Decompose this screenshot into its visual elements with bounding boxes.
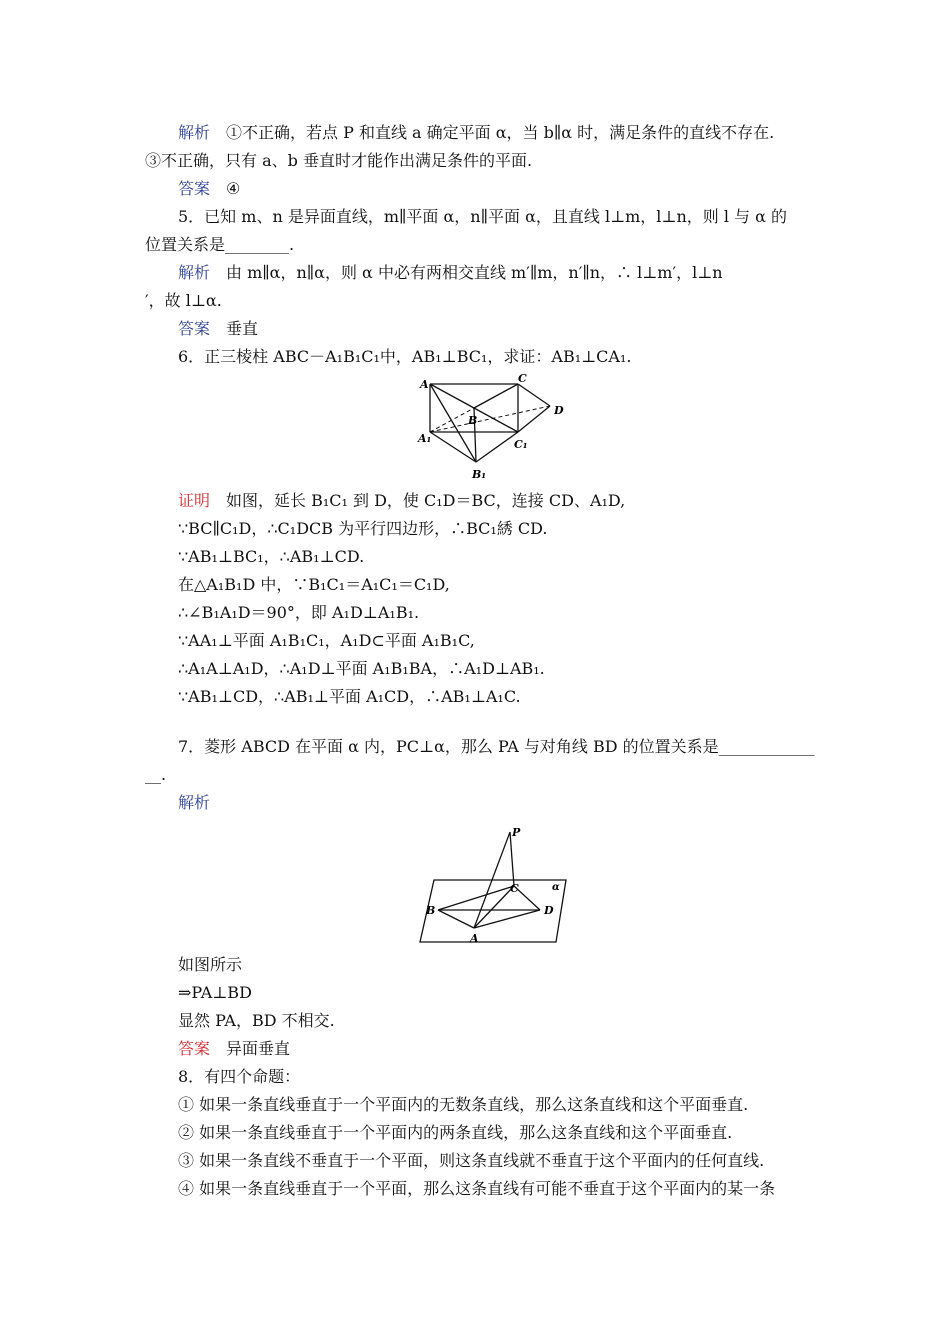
answer-tag: 答案 — [178, 319, 211, 338]
label-B: B — [468, 414, 478, 427]
analysis-text: 由 m∥α，n∥α，则 α 中必有两相交直线 m′∥m，n′∥n，∴ l⊥m′，l⊥n — [226, 263, 723, 282]
answer-text: 垂直 — [226, 319, 259, 338]
q7-analysis-tag: 解析 — [178, 793, 211, 812]
label-P: P — [512, 826, 521, 839]
proof-text: 如图，延长 B₁C₁ 到 D，使 C₁D＝BC，连接 CD、A₁D, — [226, 491, 626, 510]
label-D: D — [554, 404, 564, 417]
q6-proof-line6: ∵AA₁⊥平面 A₁B₁C₁，A₁D⊂平面 A₁B₁C, — [178, 631, 475, 650]
answer-text: 异面垂直 — [226, 1039, 291, 1058]
label-C: C — [518, 372, 527, 385]
q8-item-2: ② 如果一条直线垂直于一个平面内的两条直线，那么这条直线和这个平面垂直. — [178, 1123, 733, 1142]
label-D: D — [544, 904, 554, 917]
rhombus-figure — [416, 824, 576, 948]
q6-proof-line8: ∵AB₁⊥CD，∴AB₁⊥平面 A₁CD，∴AB₁⊥A₁C. — [178, 687, 521, 706]
q4-analysis-line1 — [178, 122, 774, 144]
q7-analysis-line1: 如图所示 — [178, 955, 243, 974]
answer-text: ④ — [226, 179, 241, 198]
label-A1: A₁ — [418, 432, 432, 445]
q8-item-4: ④ 如果一条直线垂直于一个平面，那么这条直线有可能不垂直于这个平面内的某一条 — [178, 1179, 776, 1198]
q6-proof-line7: ∴A₁A⊥A₁D，∴A₁D⊥平面 A₁B₁BA，∴A₁D⊥AB₁. — [178, 659, 545, 678]
proof-tag: 证明 — [178, 491, 211, 510]
q6-proof-line5: ∴∠B₁A₁D＝90°，即 A₁D⊥A₁B₁. — [178, 603, 420, 622]
q7-question-line2: __. — [145, 765, 167, 784]
label-A: A — [420, 378, 429, 391]
label-alpha: α — [552, 882, 560, 893]
q7-answer — [178, 1038, 290, 1060]
q6-question: 6．正三棱柱 ABC－A₁B₁C₁中，AB₁⊥BC₁，求证：AB₁⊥CA₁. — [178, 347, 632, 366]
q5-answer — [178, 318, 258, 340]
q5-analysis-line2: ′，故 l⊥α. — [145, 291, 222, 310]
analysis-text: ①不正确，若点 P 和直线 a 确定平面 α，当 b∥α 时，满足条件的直线不存在. — [226, 123, 775, 142]
prism-figure — [410, 370, 570, 486]
q8-item-3: ③ 如果一条直线不垂直于一个平面，则这条直线就不垂直于这个平面内的任何直线. — [178, 1151, 765, 1170]
q7-analysis-line3: 显然 PA，BD 不相交. — [178, 1011, 335, 1030]
label-B1: B₁ — [472, 468, 487, 481]
label-A: A — [470, 932, 479, 945]
label-B: B — [426, 904, 436, 917]
answer-tag: 答案 — [178, 179, 211, 198]
analysis-tag: 解析 — [178, 123, 211, 142]
answer-tag: 答案 — [178, 1039, 211, 1058]
q5-analysis-line1 — [178, 262, 723, 284]
q6-proof-line2: ∵BC∥C₁D，∴C₁DCB 为平行四边形，∴BC₁綉 CD. — [178, 519, 548, 538]
q7-question-line1: 7．菱形 ABCD 在平面 α 内，PC⊥α，那么 PA 与对角线 BD 的位置关系是____________ — [178, 737, 815, 756]
label-C1: C₁ — [514, 438, 528, 451]
q5-question-line2: 位置关系是________. — [145, 235, 295, 254]
q4-analysis-line2: ③不正确，只有 a、b 垂直时才能作出满足条件的平面. — [145, 151, 533, 170]
q7-analysis-line2: ⇒PA⊥BD — [178, 983, 252, 1002]
q8-item-1: ① 如果一条直线垂直于一个平面内的无数条直线，那么这条直线和这个平面垂直. — [178, 1095, 749, 1114]
analysis-tag: 解析 — [178, 263, 211, 282]
q5-question-line1: 5．已知 m、n 是异面直线，m∥平面 α，n∥平面 α，且直线 l⊥m，l⊥n，则 l 与 α 的 — [178, 207, 788, 226]
q4-answer — [178, 178, 240, 200]
q6-proof-line3: ∵AB₁⊥BC₁，∴AB₁⊥CD. — [178, 547, 365, 566]
q6-proof-line1 — [178, 490, 625, 512]
q6-proof-line4: 在△A₁B₁D 中，∵B₁C₁＝A₁C₁＝C₁D, — [178, 575, 450, 594]
q8-question: 8．有四个命题： — [178, 1067, 301, 1086]
label-C: C — [510, 882, 519, 895]
